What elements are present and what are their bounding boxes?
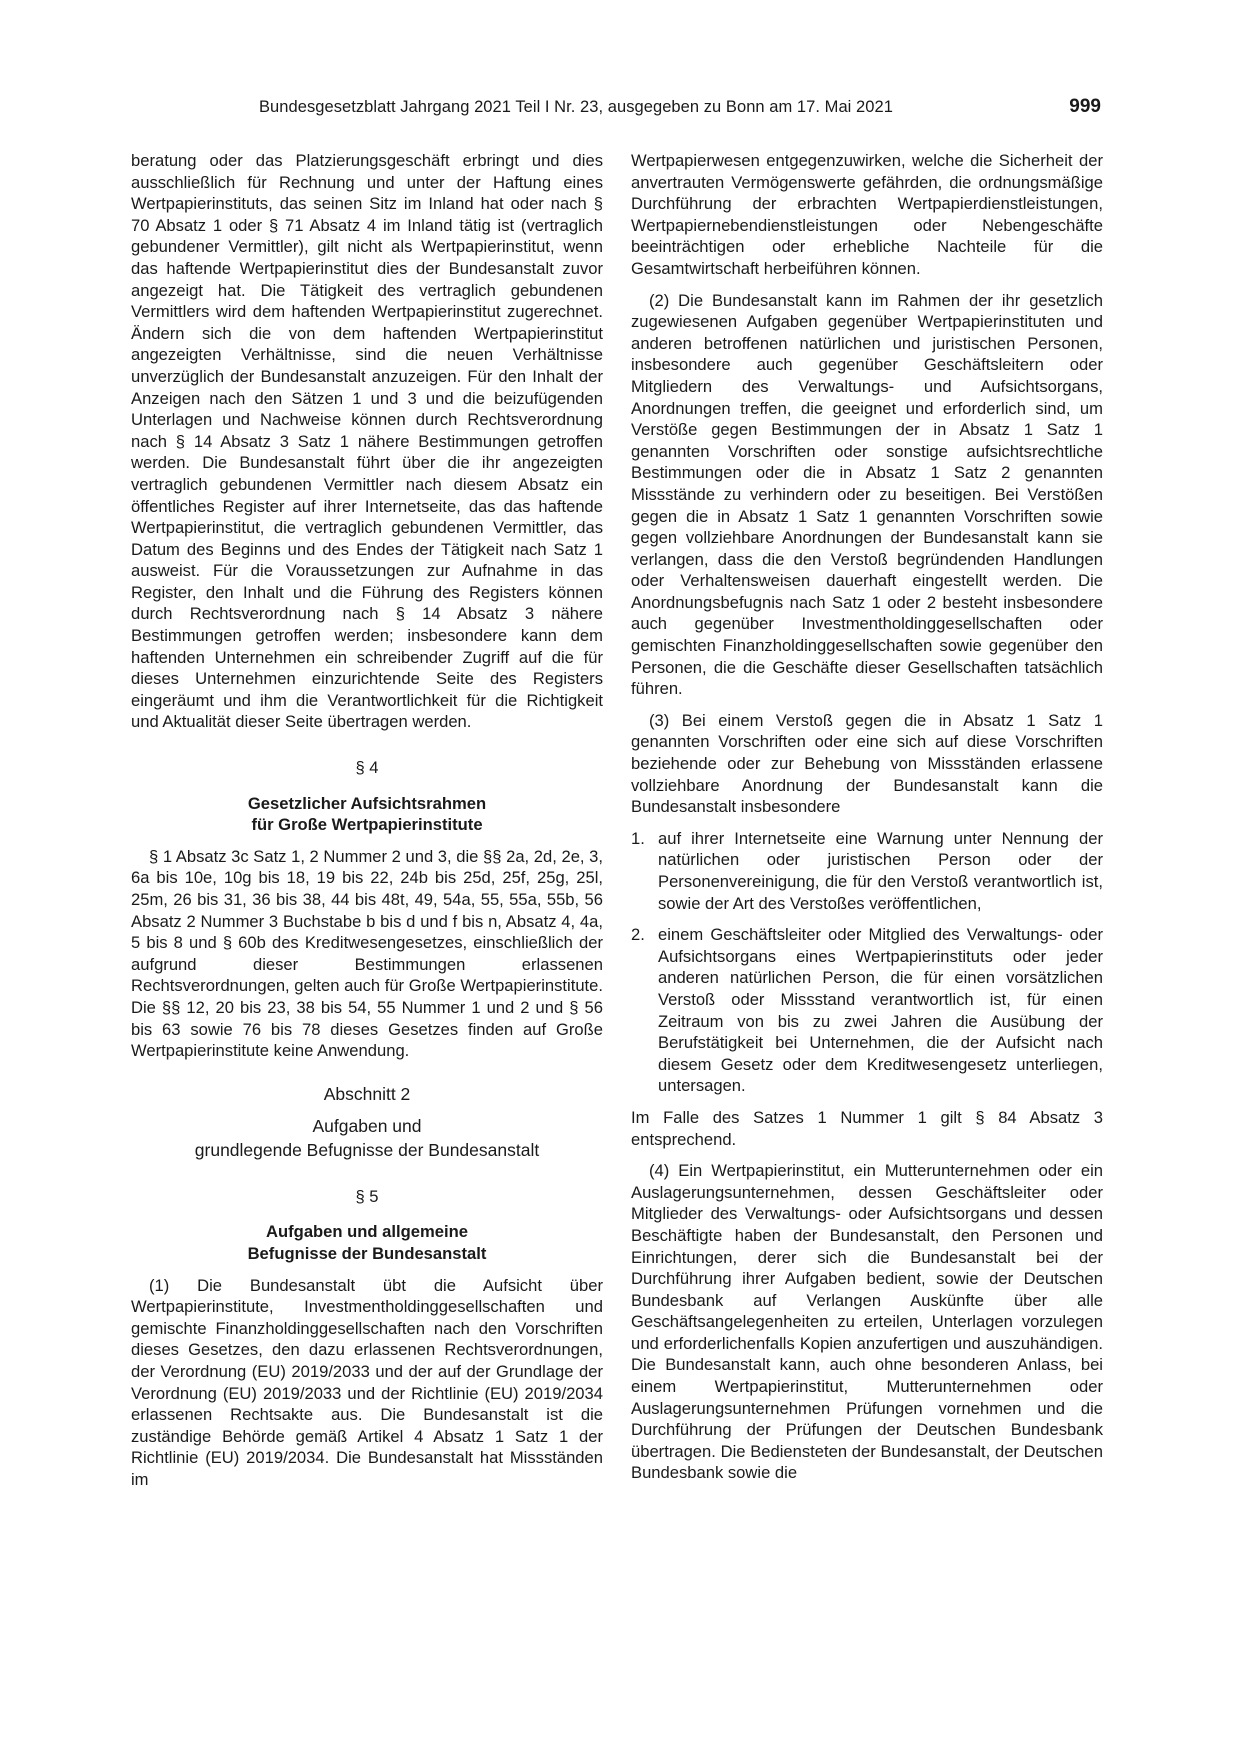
list-item-number: 1.: [631, 828, 645, 848]
section-5-paragraph-3-intro: (3) Bei einem Verstoß gegen die in Absatz 1 Satz 1 genannten Vorschriften oder eine sich auf diese Vorschriften beziehende oder zur Behebung von Missständen erlassene vollziehbare Anordnung der Bundesanstalt kann die Bundesanstalt insbesondere: [631, 710, 1103, 817]
list-item: [631, 924, 1103, 1097]
running-title: Bundesgesetzblatt Jahrgang 2021 Teil I Nr. 23, ausgegeben zu Bonn am 17. Mai 2021: [259, 98, 893, 116]
section-5-title-line-2: Befugnisse der Bundesanstalt: [247, 1243, 487, 1263]
abschnitt-title-line-2: grundlegende Befugnisse der Bundesanstalt: [194, 1139, 540, 1160]
section-5-title: [131, 1221, 603, 1264]
page-header: [131, 98, 1101, 124]
abschnitt-title: [131, 1114, 603, 1162]
continuation-paragraph: beratung oder das Platzierungsgeschäft erbringt und dies ausschließlich für Rechnung und unter der Haftung eines Wertpapierinstituts, das seinen Sitz im Inland hat oder nach § 70 Absatz 1 oder § 71 Absatz 4 im Inland tätig ist (vertraglich gebundener Vermittler), gilt nicht als Wertpapierinstitut, wenn das haftende Wertpapierinstitut dies der Bundesanstalt zuvor angezeigt hat. Die Tätigkeit des vertraglich gebundenen Vermittlers wird dem haftenden Wertpapierinstitut zugerechnet. Ändern sich die von dem haftenden Wertpapierinstitut angezeigten Verhältnisse, sind die neuen Verhältnisse unverzüglich der Bundesanstalt anzuzeigen. Für den Inhalt der Anzeigen nach den Sätzen 1 und 3 und die beizufügenden Unterlagen und Nachweise können durch Rechtsverordnung nach § 14 Absatz 3 Satz 1 nähere Bestimmungen getroffen werden. Die Bundesanstalt führt über die ihr angezeigten vertraglich gebundenen Vermittler nach diesem Absatz ein öffentliches Register auf ihrer Internetseite, das das haftende Wertpapierinstitut, die vertraglich gebundenen Vermittler, das Datum des Beginns und des Endes der Tätigkeit nach Satz 1 ausweist. Für die Voraussetzungen zur Aufnahme in das Register, den Inhalt und die Führung des Registers können durch Rechtsverordnung nach § 14 Absatz 3 nähere Bestimmungen getroffen werden; insbesondere kann dem haftenden Unternehmen ein schreibender Zugriff auf die für dieses Unternehmen einzurichtende Seite des Registers eingeräumt und ihm die Verantwortlichkeit für die Richtigkeit und Aktualität dieser Seite übertragen werden.: [131, 151, 603, 732]
abschnitt-title-line-1: Aufgaben und: [312, 1115, 422, 1136]
section-4-title: [131, 793, 603, 836]
left-column: [131, 150, 603, 1500]
right-column: [631, 150, 1103, 1494]
section-4-text: § 1 Absatz 3c Satz 1, 2 Nummer 2 und 3, die §§ 2a, 2d, 2e, 3, 6a bis 10e, 10g bis 18, 19 bis 22, 24b bis 25d, 25f, 25g, 25l, 25m, 26 bis 31, 36 bis 38, 44 bis 48t, 49, 54a, 55, 55a, 55b, 56 Absatz 2 Nummer 3 Buchstabe b bis d und f bis n, Absatz 4, 4a, 5 bis 8 und § 60b des Kreditwesengesetzes, einschließlich der aufgrund dieser Bestimmungen erlassenen Rechtsverordnungen, gelten auch für Große Wertpapierinstitute. Die §§ 12, 20 bis 23, 38 bis 54, 55 Nummer 1 und 2 und § 56 bis 63 sowie 76 bis 78 dieses Gesetzes finden auf Große Wertpapierinstitute keine Anwendung.: [131, 846, 603, 1061]
list-item-number: 2.: [631, 925, 645, 945]
page-number: 999: [1069, 96, 1101, 117]
section-5-paragraph-1-continued: Wertpapierwesen entgegenzuwirken, welche die Sicherheit der anvertrauten Vermögenswerte gefährden, die ordnungsmäßige Durchführung der erbrachten Wertpapierdienstleistungen, Wertpapiernebendienstleistungen oder Nebengeschäfte beeinträchtigen oder erhebliche Nachteile für die Gesamtwirtschaft herbeiführen können.: [631, 151, 1103, 278]
list-item: [631, 828, 1103, 914]
section-4-title-line-2: für Große Wertpapierinstitute: [251, 815, 483, 835]
section-5-title-line-1: Aufgaben und allgemeine: [266, 1222, 468, 1242]
list-item-text: einem Geschäftsleiter oder Mitglied des Verwaltungs- oder Aufsichtsorgans eines Wertpapierinstituts oder jeder anderen natürlichen Person, die für einen vorsätzlichen Verstoß oder Missstand verantwortlich ist, für einen Zeitraum von bis zu zwei Jahren die Ausübung der Berufstätigkeit bei Unternehmen, die der Aufsicht nach diesem Gesetz oder dem Kreditwesengesetz unterliegen, untersagen.: [658, 925, 1103, 1096]
section-5-paragraph-2: (2) Die Bundesanstalt kann im Rahmen der ihr gesetzlich zugewiesenen Aufgaben gegenüber Wertpapierinstituten und anderen betroffenen natürlichen und juristischen Personen, insbesondere auch gegenüber Geschäftsleitern oder Mitgliedern des Verwaltungs- und Aufsichtsorgans, Anordnungen treffen, die geeignet und erforderlich sind, um Verstöße gegen Bestimmungen der in Absatz 1 Satz 1 genannten Vorschriften oder sonstige aufsichtsrechtliche Bestimmungen oder die in Absatz 1 Satz 2 genannten Missstände zu verhindern oder zu beseitigen. Bei Verstößen gegen die in Absatz 1 Satz 1 genannten Vorschriften sowie gegen vollziehbare Anordnungen der Bundesanstalt kann sie verlangen, dass die den Verstoß begründenden Handlungen oder Verhaltensweisen dauerhaft eingestellt werden. Die Anordnungsbefugnis nach Satz 1 oder 2 besteht insbesondere auch gegenüber Investmentholdinggesellschaften oder gemischten Finanzholdinggesellschaften sowie gegenüber den Personen, die die Geschäfte dieser Gesellschaften tatsächlich führen.: [631, 290, 1103, 699]
section-5-paragraph-4: (4) Ein Wertpapierinstitut, ein Mutterunternehmen oder ein Auslagerungsunternehmen, dessen Geschäftsleiter oder Mitglieder des Verwaltungs- oder Aufsichtsorgans und dessen Beschäftigte haben der Bundesanstalt, den Personen und Einrichtungen, derer sich die Bundesanstalt bei der Durchführung ihrer Aufgaben bedient, sowie der Deutschen Bundesbank auf Verlangen Auskünfte über alle Geschäftsangelegenheiten zu erteilen, Unterlagen vorzulegen und erforderlichenfalls Kopien anzufertigen und auszuhändigen. Die Bundesanstalt kann, auch ohne besonderen Anlass, bei einem Wertpapierinstitut, Mutterunternehmen oder Auslagerungsunternehmen Prüfungen vornehmen und die Durchführung der Prüfungen der Deutschen Bundesbank übertragen. Die Bediensteten der Bundesanstalt, der Deutschen Bundesbank sowie die: [631, 1161, 1103, 1483]
list-item-text: auf ihrer Internetseite eine Warnung unter Nennung der natürlichen oder juristischen Person oder der Personenvereinigung, die für den Verstoß verantwortlich ist, sowie der Art des Verstoßes veröffentlichen,: [658, 828, 1103, 913]
section-5-sign: § 5: [355, 1186, 379, 1206]
section-4-sign: § 4: [355, 758, 379, 778]
section-5-paragraph-1: (1) Die Bundesanstalt übt die Aufsicht über Wertpapierinstitute, Investmentholdinggesellschaften und gemischte Finanzholdinggesellschaften nach den Vorschriften dieses Gesetzes, den dazu erlassenen Rechtsverordnungen, der Verordnung (EU) 2019/2033 und der auf der Grundlage der Verordnung (EU) 2019/2033 und der Richtlinie (EU) 2019/2034 erlassenen Rechtsakte aus. Die Bundesanstalt ist die zuständige Behörde gemäß Artikel 4 Absatz 1 Satz 1 der Richtlinie (EU) 2019/2034. Die Bundesanstalt hat Missständen im: [131, 1275, 603, 1489]
abschnitt-label: Abschnitt 2: [323, 1083, 411, 1104]
section-5-paragraph-3-after: Im Falle des Satzes 1 Nummer 1 gilt § 84 Absatz 3 entsprechend.: [631, 1107, 1103, 1149]
paragraph-3-list: [631, 828, 1103, 1097]
section-4-title-line-1: Gesetzlicher Aufsichtsrahmen: [247, 793, 487, 813]
